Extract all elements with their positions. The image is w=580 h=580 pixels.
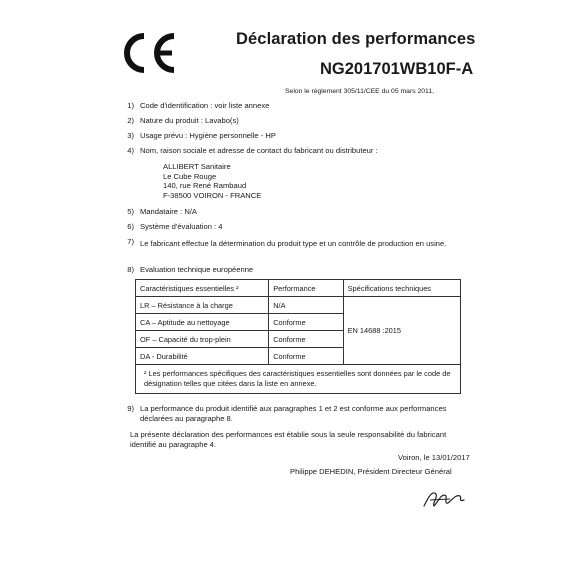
document-title: Déclaration des performances — [236, 30, 476, 48]
address-line: F-38500 VOIRON - FRANCE — [163, 190, 262, 200]
column-header: Caractéristiques essentielles ² — [136, 280, 269, 297]
declaration-page: Déclaration des performances NG201701WB10F-A Selon le règlement 305/11/CEE du 05 mars 2011, 1) Code d'identification : voir liste annexe 2) Nature du produit : Lavabo(s) 3) Usage prévu : Hygiène personnelle - HP 4) Nom, raison sociale et adresse de contact du fabricant ou distributeur : ALLIBERT Sanitaire Le Cube Rouge 140, rue René Rambaud F-38500 VOIRON - FRANCE 5) Mandataire : N/A 6) Système d'évaluation : 4 7) Le fabricant effectue la détermination du produit type et un contrôle de production en usine. 8) Evaluation technique européenne Caractéristiques essentielles ² Performance Spécifications techniques LR – Résistance à la charge N/A EN 14688 :2015 CA – Aptitude au nettoyage Conforme OF – Capacité du trop-plein Conforme DA - Durabilité Conforme ² Les performances spécifiques des caractéristiques essentielles sont données par le code de désignation telles que citées dans la liste en annexe. 9) La performance du produit identifié aux paragraphes 1 et 2 est conforme aux performances déclarées au paragraphe 8. La présente déclaration des performances est établie sous la seule responsabilité du fabricant identifié au paragraphe 4. Voiron, le 13/01/2017 Philippe DEHEDIN, Président Directeur Général — [0, 0, 580, 580]
performance-cell: Conforme — [269, 348, 343, 365]
place-date: Voiron, le 13/01/2017 — [398, 453, 470, 462]
table-row — [136, 297, 461, 314]
manufacturer-address — [163, 162, 261, 200]
signature-image — [420, 484, 470, 512]
address-line: 140, rue René Rambaud — [163, 181, 247, 191]
ce-mark-logo — [116, 30, 180, 76]
signer-name: Philippe DEHEDIN, Président Directeur Général — [290, 467, 452, 476]
specification-cell: EN 14688 :2015 — [343, 297, 460, 365]
characteristic-cell: CA – Aptitude au nettoyage — [136, 314, 269, 331]
address-line: Le Cube Rouge — [163, 171, 217, 181]
performance-table — [135, 279, 461, 394]
performance-cell: Conforme — [269, 331, 343, 348]
characteristic-cell: DA - Durabilité — [136, 348, 269, 365]
responsibility-statement: La présente déclaration des performances est établie sous la seule responsabilité du fabricant identifié au paragraphe 4. — [130, 430, 447, 449]
performance-cell: Conforme — [269, 314, 343, 331]
table-note-row — [136, 365, 461, 394]
characteristic-cell: OF – Capacité du trop-plein — [136, 331, 269, 348]
column-header: Spécifications techniques — [343, 280, 460, 297]
regulation-reference: Selon le règlement 305/11/CEE du 05 mars 2011, — [285, 88, 434, 95]
table-footnote: ² Les performances spécifiques des caractéristiques essentielles sont données par le code de désignation telles que citées dans la liste en annexe. — [136, 365, 461, 394]
characteristic-cell: LR – Résistance à la charge — [136, 297, 269, 314]
column-header: Performance — [269, 280, 343, 297]
table-header-row — [136, 280, 461, 297]
address-line: ALLIBERT Sanitaire — [163, 162, 231, 171]
performance-cell: N/A — [269, 297, 343, 314]
document-reference: NG201701WB10F-A — [320, 60, 474, 78]
